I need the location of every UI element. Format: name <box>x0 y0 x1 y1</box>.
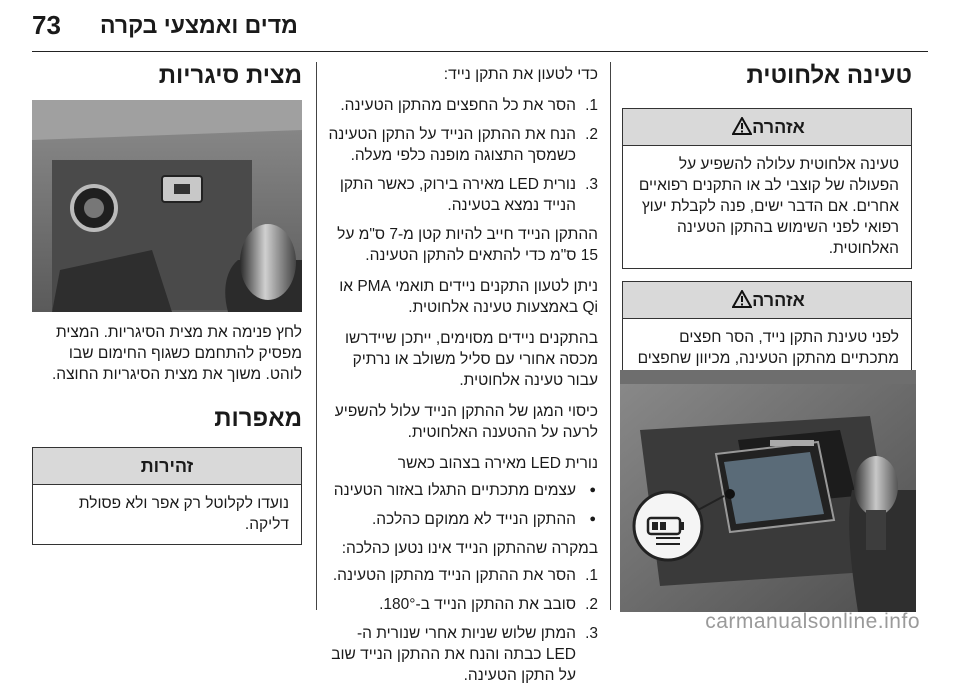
size-note: ההתקן הנייד חייב להיות קטן מ-7 ס"מ על 15 ס"מ כדי להתאים להתקן הטעינה. <box>337 226 598 264</box>
step-number: 3. <box>585 625 598 642</box>
column-divider-left <box>316 62 317 610</box>
section-title-ashtrays: מאפרות <box>214 405 302 432</box>
troubleshoot-lead: במקרה שההתקן הנייד אינו נטען כהלכה: <box>341 540 598 557</box>
step-text: סובב את ההתקן הנייד ב-180°. <box>379 596 576 613</box>
warning-label: אזהרה <box>752 117 805 137</box>
step-text: נורית LED מאירה בירוק, כאשר התקן הנייד נמצא בטעינה. <box>339 176 576 214</box>
page-number: 73 <box>32 10 61 40</box>
step-text: הסר את כל החפצים מהתקן הטעינה. <box>340 97 576 114</box>
caution-head: זהירות <box>33 448 301 485</box>
charge-steps <box>328 95 598 216</box>
caution-box <box>32 447 302 545</box>
column-right <box>622 62 912 400</box>
step-number: 2. <box>585 596 598 613</box>
warning-triangle-icon <box>732 117 752 135</box>
yellow-led-reasons <box>328 480 598 530</box>
column-left-lower <box>32 322 302 545</box>
caution-text: נועדו לקלוטל רק אפר ולא פסולת דליקה. <box>78 495 289 533</box>
list-item <box>328 174 598 216</box>
page-header <box>0 0 960 50</box>
list-item: ● ההתקן הנייד לא ממוקם כהלכה. <box>328 509 598 530</box>
step-number: 2. <box>585 126 598 143</box>
step-number: 3. <box>585 176 598 193</box>
list-item <box>328 565 598 586</box>
cigarette-lighter-photo <box>32 100 302 312</box>
cover-note: בהתקנים ניידים מסוימים, ייתכן שיידרשו מכסה אחורי עם סליל משולב או נרתיק עבור טעינה אלחוטית. <box>345 330 598 389</box>
lighter-instructions: לחץ פנימה את מצית הסיגריות. המצית מפסיק להתחמם כשגוף החימום שבו לוהט. משוך את מצית הסיגריות החוצה. <box>51 324 302 383</box>
warning-box-1 <box>622 108 912 269</box>
compat-note: ניתן לטעון התקנים ניידים תואמי PMA או Qi באמצעות טעינה אלחוטית. <box>339 278 598 316</box>
column-divider-right <box>610 62 611 610</box>
warning-triangle-icon <box>732 290 752 308</box>
step-text: המתן שלוש שניות אחרי שנורית ה-LED כבתה והנח את ההתקן הנייד שוב על התקן הטעינה. <box>331 625 576 684</box>
warning-text: טעינה אלחוטית עלולה להשפיע על הפעולה של קוצבי לב או התקנים רפואיים אחרים. אם הדבר ישים, פנה לקבלת יעוץ רפואי לפני השימוש בהתקן הטעינה האלחוטית. <box>638 156 899 257</box>
running-title: מדים ואמצעי בקרה <box>100 12 298 38</box>
list-item <box>328 95 598 116</box>
column-middle <box>328 64 598 694</box>
yellow-led-lead: נורית LED מאירה בצהוב כאשר <box>397 455 598 472</box>
list-item: ● עצמים מתכתיים התגלו באזור הטעינה <box>328 480 598 501</box>
troubleshoot-steps <box>328 565 598 686</box>
list-item <box>328 124 598 166</box>
warning-head <box>623 109 911 146</box>
case-note: כיסוי המגן של ההתקן הנייד עלול להשפיע לרעה על ההטענה האלחוטית. <box>334 403 598 441</box>
warning-head <box>623 282 911 319</box>
section-title-wireless-charging: טעינה אלחוטית <box>746 62 912 89</box>
warning-label: אזהרה <box>752 290 805 310</box>
step-number: 1. <box>585 97 598 114</box>
step-text: הנח את ההתקן הנייד על התקן הטעינה כשמסך התצוגה מופנה כלפי מעלה. <box>328 126 576 164</box>
header-rule <box>32 51 928 52</box>
warning-text: לפני טעינת התקן נייד, הסר חפצים מתכתיים מהתקן הטעינה, מכיוון שחפצים <box>637 329 899 367</box>
watermark: carmanualsonline.info <box>705 610 920 633</box>
step-text: הסר את ההתקן הנייד מהתקן הטעינה. <box>332 567 576 584</box>
section-title-cigarette-lighter: מצית סיגריות <box>158 62 302 89</box>
list-item <box>328 623 598 686</box>
charge-instructions-lead: כדי לטעון את התקן נייד: <box>443 66 598 83</box>
step-number: 1. <box>585 567 598 584</box>
list-item <box>328 594 598 615</box>
wireless-charger-photo <box>620 370 916 612</box>
